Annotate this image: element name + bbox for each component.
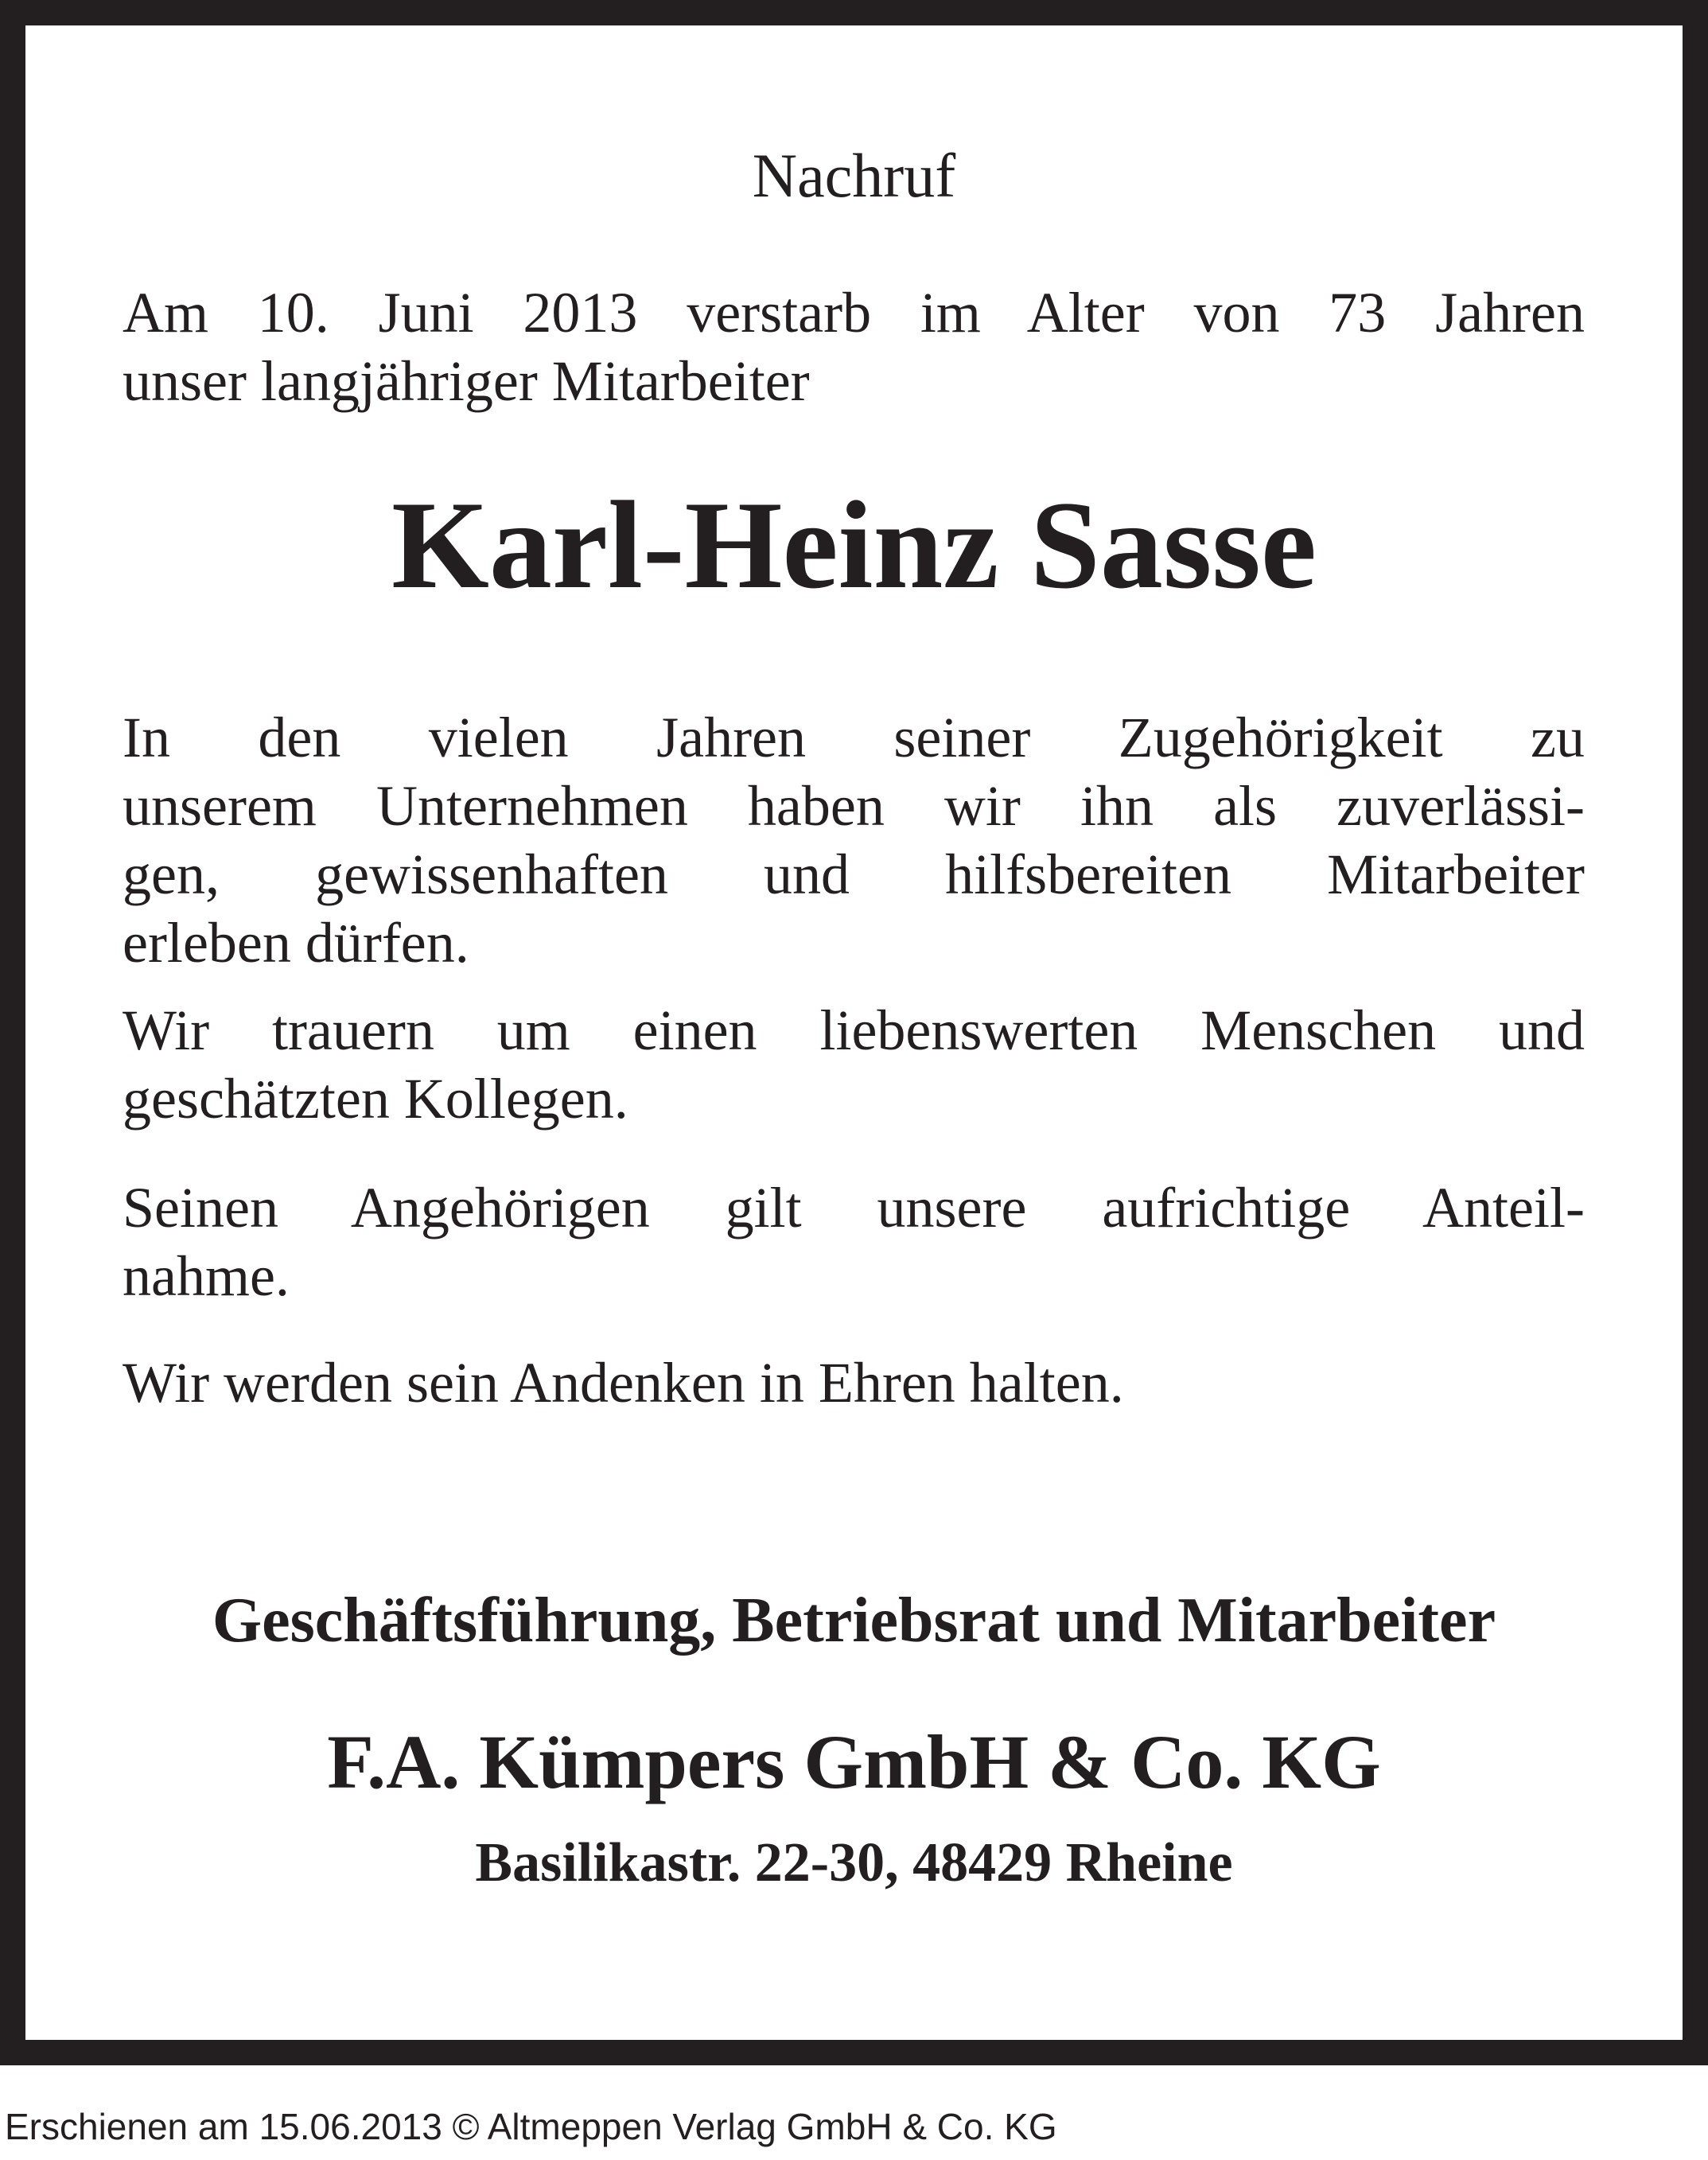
notice-heading: Nachruf [752,141,956,210]
body-paragraph [123,1349,1585,1417]
body-line: geschätzten Kollegen. [123,1067,628,1131]
intro-line: unser langjähriger Mitarbeiter [123,349,810,413]
body-line: Wir werden sein Andenken in Ehren halten. [123,1351,1124,1415]
body-line: Wir trauern um einen liebenswerten Menschen und [123,998,1585,1062]
body-line: Seinen Angehörigen gilt unsere aufrichtige Anteil- [123,1176,1585,1240]
publication-credit: Erschienen am 15.06.2013 © Altmeppen Verlag GmbH & Co. KG [5,2106,1057,2147]
body-line: gen, gewissenhaften und hilfsbereiten Mitarbeiter [123,843,1585,906]
intro-line: Am 10. Juni 2013 verstarb im Alter von 73 Jahren [123,281,1585,344]
body-line: nahme. [123,1244,290,1308]
signatories: Geschäftsführung, Betriebsrat und Mitarbeiter [212,1586,1496,1656]
company-name: F.A. Kümpers GmbH & Co. KG [327,1719,1381,1804]
company-address: Basilikastr. 22-30, 48429 Rheine [475,1832,1233,1893]
body-paragraph [123,996,1585,1133]
body-line: erleben dürfen. [123,911,469,975]
body-line: In den vielen Jahren seiner Zugehörigkeit zu [123,706,1585,769]
deceased-name: Karl-Heinz Sasse [391,476,1317,615]
obituary-content [25,25,1683,2040]
body-paragraph [123,1173,1585,1310]
intro-paragraph [123,278,1585,415]
body-paragraph [123,703,1585,977]
body-line: unserem Unternehmen haben wir ihn als zuverlässi- [123,774,1585,838]
